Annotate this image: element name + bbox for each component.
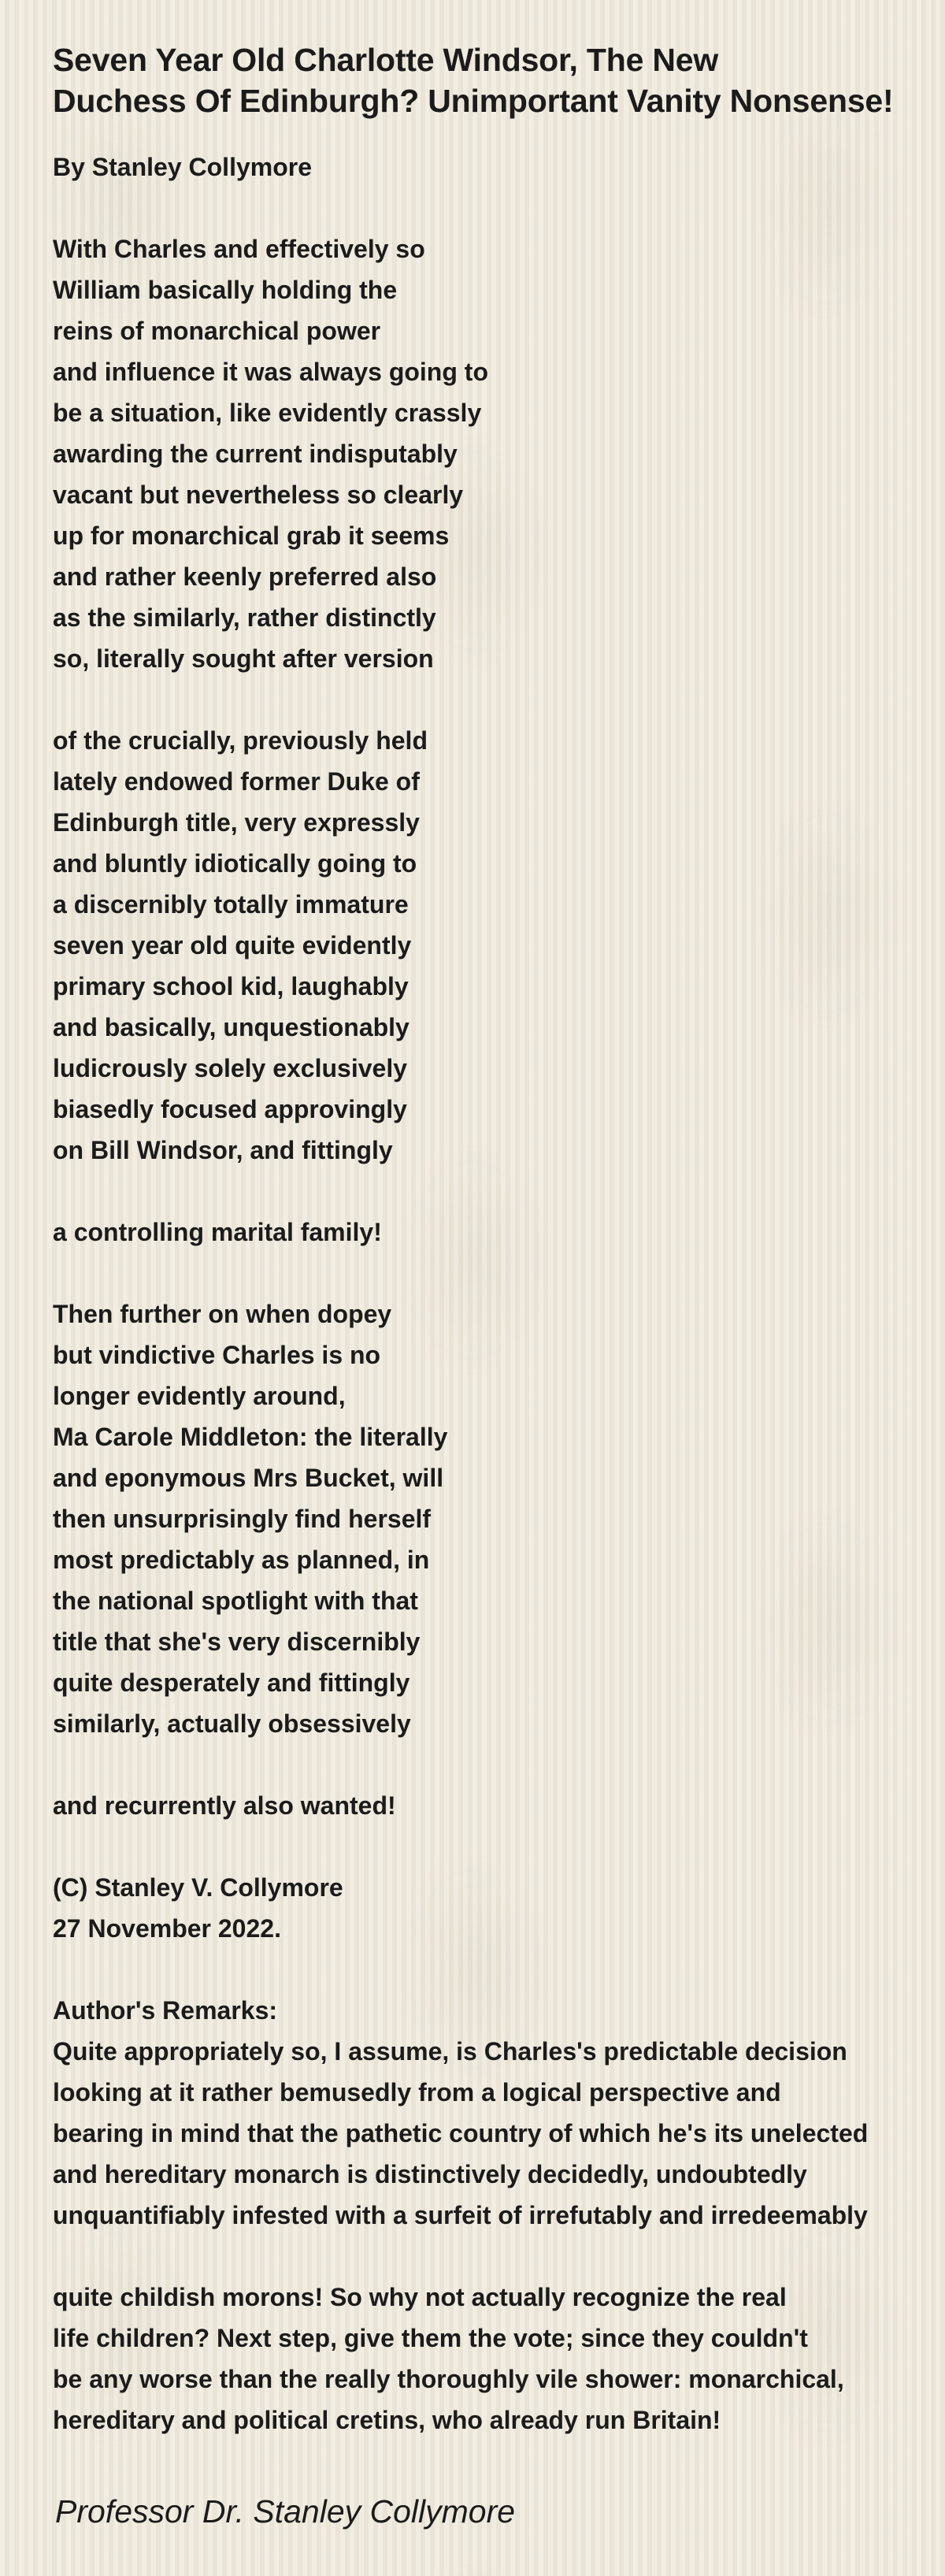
poem-line: longer evidently around, [53, 1382, 346, 1410]
poem-line: quite childish morons! So why not actually recognize the real [53, 2283, 787, 2311]
poem-line: William basically holding the [53, 276, 398, 304]
poem-line: as the similarly, rather distinctly [53, 603, 436, 632]
poem-stanza [53, 720, 898, 1171]
poem-line: a controlling marital family! [53, 1218, 382, 1246]
poem-line: Then further on when dopey [53, 1300, 392, 1328]
poem-title [53, 39, 898, 121]
poem-line: title that she's very discernibly [53, 1628, 421, 1656]
poem-line: quite desperately and fittingly [53, 1668, 410, 1697]
poem-stanza [53, 1990, 898, 2236]
poem-line: then unsurprisingly find herself [53, 1505, 432, 1533]
poem-stanza [53, 2277, 898, 2441]
poem-line: vacant but nevertheless so clearly [53, 481, 464, 509]
poem-line: on Bill Windsor, and fittingly [53, 1136, 393, 1164]
poem-byline: By Stanley Collymore [53, 153, 312, 181]
poem-line: Author's Remarks: [53, 1996, 278, 2025]
poem-line: and eponymous Mrs Bucket, will [53, 1464, 444, 1492]
poem-line: and basically, unquestionably [53, 1013, 410, 1041]
poem-line: and bluntly idiotically going to [53, 849, 417, 878]
poem-line: and influence it was always going to [53, 358, 488, 386]
poem-line: Edinburgh title, very expressly [53, 808, 420, 837]
poem-line: awarding the current indisputably [53, 440, 458, 468]
poem-title-line-2: Duchess Of Edinburgh? Unimportant Vanity Nonsense! [53, 83, 894, 119]
poem-line: so, literally sought after version [53, 644, 434, 673]
poem-line: but vindictive Charles is no [53, 1341, 381, 1369]
poem-line: a discernibly totally immature [53, 890, 409, 919]
poem-line: similarly, actually obsessively [53, 1709, 411, 1738]
poem-stanza [53, 1212, 898, 1253]
poem-line: ludicrously solely exclusively [53, 1054, 407, 1082]
author-signature: Professor Dr. Stanley Collymore [55, 2493, 516, 2530]
poem-line: most predictably as planned, in [53, 1546, 430, 1574]
poem-line: and recurrently also wanted! [53, 1791, 396, 1820]
poem-stanza [53, 228, 898, 679]
poem-line: Ma Carole Middleton: the literally [53, 1423, 448, 1451]
poem-line: With Charles and effectively so [53, 235, 425, 263]
poem-line: bearing in mind that the pathetic country of which he's its unelected [53, 2119, 869, 2147]
poem-line: reins of monarchical power [53, 317, 381, 345]
poem-stanza [53, 1867, 898, 1949]
poem-line: 27 November 2022. [53, 1914, 281, 1943]
poem-line: the national spotlight with that [53, 1587, 418, 1615]
poem-line: primary school kid, laughably [53, 972, 409, 1000]
poem-line: (C) Stanley V. Collymore [53, 1873, 343, 1902]
poem-line: lately endowed former Duke of [53, 767, 420, 796]
poem-title-line-1: Seven Year Old Charlotte Windsor, The New [53, 42, 719, 78]
poem-line: be any worse than the really thoroughly vile shower: monarchical, [53, 2365, 844, 2393]
poem-line: up for monarchical grab it seems [53, 522, 450, 550]
poem-line: of the crucially, previously held [53, 726, 428, 755]
poem-line: looking at it rather bemusedly from a logical perspective and [53, 2078, 781, 2106]
poem-line: life children? Next step, give them the vote; since they couldn't [53, 2324, 808, 2352]
poem-line: unquantifiably infested with a surfeit of irrefutably and irredeemably [53, 2201, 868, 2229]
poem-line: Quite appropriately so, I assume, is Charles's predictable decision [53, 2037, 847, 2066]
poem-line: and rather keenly preferred also [53, 562, 437, 591]
poem-line: seven year old quite evidently [53, 931, 412, 960]
poem-line: and hereditary monarch is distinctively decidedly, undoubtedly [53, 2160, 807, 2188]
poem-stanza [53, 1294, 898, 1744]
poem-body [53, 228, 898, 2441]
poem-stanza [53, 1785, 898, 1826]
poem-line: be a situation, like evidently crassly [53, 399, 482, 427]
poem-line: hereditary and political cretins, who already run Britain! [53, 2406, 721, 2434]
poem-line: biasedly focused approvingly [53, 1095, 407, 1123]
